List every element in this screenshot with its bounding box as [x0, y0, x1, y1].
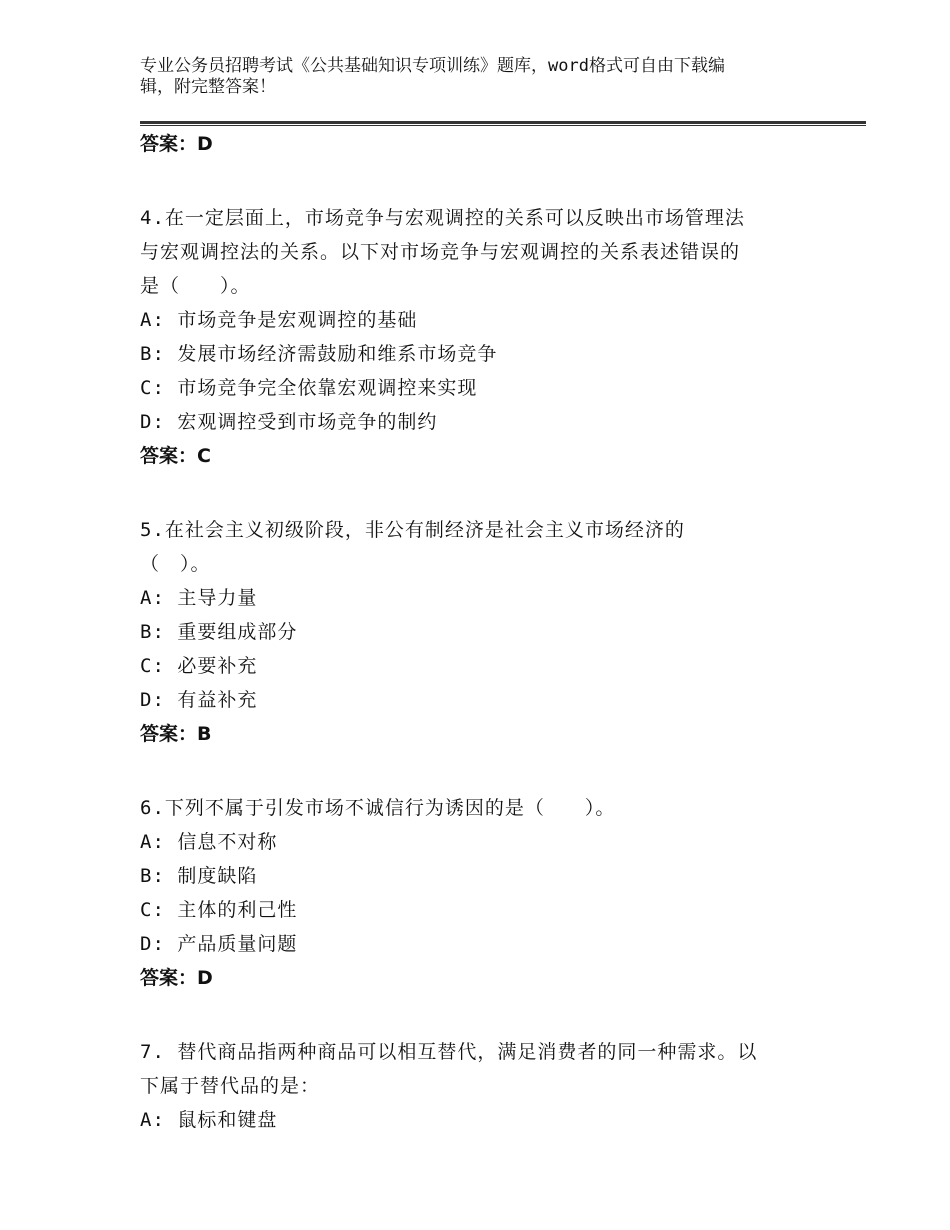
option-b: B: 重要组成部分 — [140, 621, 298, 643]
option-a: A: 市场竞争是宏观调控的基础 — [140, 309, 418, 331]
option-c: C: 必要补充 — [140, 655, 258, 677]
question-text — [140, 791, 820, 825]
option-d: D: 有益补充 — [140, 689, 258, 711]
header-line-2: 辑，附完整答案！ — [140, 77, 276, 97]
option-a: A: 信息不对称 — [140, 831, 278, 853]
question-line: 7. 替代商品指两种商品可以相互替代，满足消费者的同一种需求。以 — [140, 1041, 758, 1063]
question-block — [140, 513, 820, 751]
question-text — [140, 1035, 820, 1103]
answer-label: 答案：D — [140, 967, 213, 989]
header-divider — [140, 121, 866, 126]
question-line: 是（ ）。 — [140, 275, 251, 297]
question-text — [140, 513, 820, 581]
option-c: C: 主体的利己性 — [140, 899, 298, 921]
question-text — [140, 201, 820, 303]
answer-label: 答案：C — [140, 445, 211, 467]
question-line: 5.在社会主义初级阶段，非公有制经济是社会主义市场经济的 — [140, 519, 685, 541]
option-d: D: 产品质量问题 — [140, 933, 298, 955]
question-block — [140, 791, 820, 995]
answer-label: 答案：B — [140, 723, 212, 745]
question-line: 与宏观调控法的关系。以下对市场竞争与宏观调控的关系表述错误的 — [140, 241, 741, 263]
option-d: D: 宏观调控受到市场竞争的制约 — [140, 411, 438, 433]
question-block — [140, 201, 820, 473]
option-b: B: 发展市场经济需鼓励和维系市场竞争 — [140, 343, 498, 365]
question-list — [140, 127, 820, 1137]
option-c: C: 市场竞争完全依靠宏观调控来实现 — [140, 377, 478, 399]
question-line: 4.在一定层面上，市场竞争与宏观调控的关系可以反映出市场管理法 — [140, 207, 745, 229]
answer-label: 答案：D — [140, 133, 213, 155]
page-header — [140, 56, 800, 98]
question-line: 6.下列不属于引发市场不诚信行为诱因的是（ ）。 — [140, 797, 616, 819]
option-b: B: 制度缺陷 — [140, 865, 258, 887]
option-a: A: 主导力量 — [140, 587, 258, 609]
question-line: 下属于替代品的是： — [140, 1075, 321, 1097]
question-block — [140, 1035, 820, 1137]
option-a: A: 鼠标和键盘 — [140, 1109, 278, 1131]
header-line-1: 专业公务员招聘考试《公共基础知识专项训练》题库，word格式可自由下载编 — [140, 56, 725, 76]
question-line: （ ）。 — [140, 553, 211, 575]
